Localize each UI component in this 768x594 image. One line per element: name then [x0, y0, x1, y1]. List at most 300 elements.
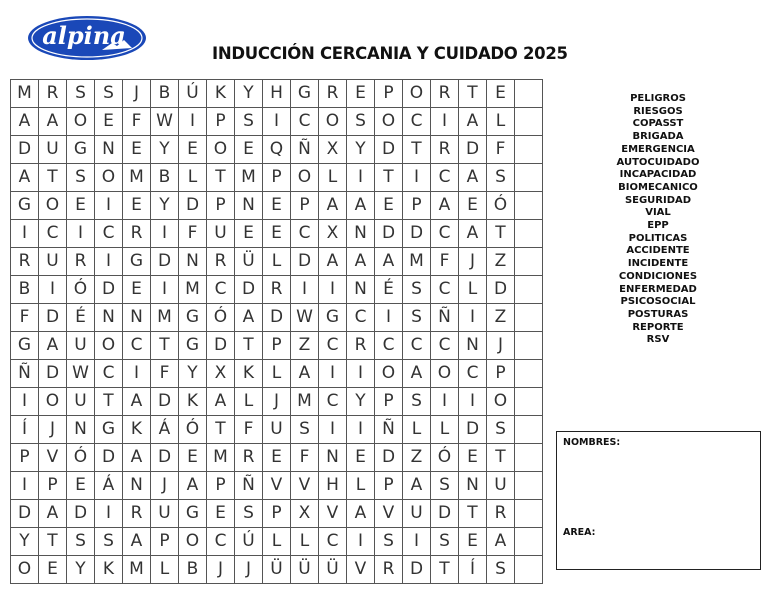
- grid-cell: I: [11, 472, 39, 500]
- grid-cell: P: [487, 360, 515, 388]
- grid-cell: E: [263, 192, 291, 220]
- grid-cell: X: [319, 220, 347, 248]
- grid-cell: U: [39, 136, 67, 164]
- grid-cell: P: [291, 192, 319, 220]
- grid-cell: Á: [151, 416, 179, 444]
- grid-cell: J: [151, 472, 179, 500]
- grid-cell: A: [39, 332, 67, 360]
- grid-cell: L: [431, 416, 459, 444]
- grid-cell: N: [459, 332, 487, 360]
- grid-cell: I: [347, 360, 375, 388]
- grid-cell: G: [123, 248, 151, 276]
- grid-cell: [515, 388, 543, 416]
- grid-cell: T: [235, 332, 263, 360]
- grid-cell: É: [67, 304, 95, 332]
- grid-cell: D: [207, 332, 235, 360]
- word-list-item: SEGURIDAD: [624, 194, 692, 206]
- grid-cell: I: [11, 388, 39, 416]
- grid-cell: T: [95, 388, 123, 416]
- grid-cell: R: [431, 80, 459, 108]
- word-list-item: REPORTE: [632, 321, 684, 333]
- grid-cell: C: [319, 332, 347, 360]
- grid-cell: Y: [11, 528, 39, 556]
- grid-cell: F: [123, 108, 151, 136]
- grid-cell: T: [207, 416, 235, 444]
- grid-cell: A: [207, 388, 235, 416]
- grid-cell: N: [67, 416, 95, 444]
- grid-cell: W: [151, 108, 179, 136]
- grid-cell: A: [347, 192, 375, 220]
- grid-cell: [515, 304, 543, 332]
- grid-cell: O: [11, 556, 39, 584]
- grid-cell: S: [95, 80, 123, 108]
- grid-cell: E: [235, 220, 263, 248]
- grid-cell: [515, 360, 543, 388]
- grid-cell: E: [179, 136, 207, 164]
- grid-cell: E: [39, 556, 67, 584]
- grid-cell: H: [319, 472, 347, 500]
- grid-cell: Ñ: [291, 136, 319, 164]
- grid-cell: A: [375, 248, 403, 276]
- grid-cell: C: [431, 220, 459, 248]
- grid-cell: E: [123, 136, 151, 164]
- grid-cell: Ó: [207, 304, 235, 332]
- grid-cell: Y: [151, 136, 179, 164]
- grid-cell: M: [11, 80, 39, 108]
- grid-cell: [515, 164, 543, 192]
- name-area-box: [556, 431, 761, 570]
- grid-cell: Z: [291, 332, 319, 360]
- grid-cell: D: [11, 136, 39, 164]
- grid-cell: Z: [487, 248, 515, 276]
- grid-cell: J: [487, 332, 515, 360]
- grid-cell: O: [403, 80, 431, 108]
- grid-cell: A: [39, 500, 67, 528]
- grid-cell: W: [291, 304, 319, 332]
- grid-cell: Ñ: [235, 472, 263, 500]
- grid-cell: A: [319, 248, 347, 276]
- grid-cell: L: [179, 164, 207, 192]
- grid-cell: S: [431, 472, 459, 500]
- grid-cell: S: [347, 108, 375, 136]
- grid-cell: R: [263, 276, 291, 304]
- grid-cell: Ó: [67, 276, 95, 304]
- grid-cell: Ó: [487, 192, 515, 220]
- grid-cell: P: [11, 444, 39, 472]
- grid-cell: P: [39, 472, 67, 500]
- logo-wordmark: alpina: [42, 21, 126, 50]
- grid-cell: D: [235, 276, 263, 304]
- grid-cell: J: [263, 388, 291, 416]
- grid-cell: E: [123, 192, 151, 220]
- grid-cell: [515, 220, 543, 248]
- word-list-item: CONDICIONES: [618, 270, 698, 282]
- grid-cell: C: [39, 220, 67, 248]
- grid-cell: I: [319, 360, 347, 388]
- grid-cell: R: [431, 136, 459, 164]
- grid-cell: S: [67, 80, 95, 108]
- grid-cell: P: [375, 388, 403, 416]
- grid-cell: Q: [263, 136, 291, 164]
- grid-cell: D: [431, 500, 459, 528]
- grid-cell: I: [403, 164, 431, 192]
- grid-cell: L: [459, 276, 487, 304]
- grid-cell: I: [347, 416, 375, 444]
- grid-cell: O: [487, 388, 515, 416]
- grid-cell: I: [459, 388, 487, 416]
- grid-cell: O: [179, 528, 207, 556]
- grid-cell: A: [179, 472, 207, 500]
- grid-cell: I: [67, 220, 95, 248]
- grid-cell: E: [67, 472, 95, 500]
- grid-cell: U: [67, 388, 95, 416]
- word-list-item: BRIGADA: [632, 131, 684, 143]
- grid-cell: D: [179, 192, 207, 220]
- grid-cell: D: [459, 136, 487, 164]
- grid-cell: M: [403, 248, 431, 276]
- grid-cell: N: [95, 304, 123, 332]
- grid-cell: K: [207, 80, 235, 108]
- grid-cell: O: [39, 388, 67, 416]
- word-list-item: VIAL: [645, 207, 671, 219]
- grid-cell: O: [291, 164, 319, 192]
- grid-cell: S: [95, 528, 123, 556]
- grid-cell: W: [67, 360, 95, 388]
- word-list-item: POSTURAS: [627, 308, 689, 320]
- grid-cell: A: [39, 108, 67, 136]
- grid-cell: T: [487, 220, 515, 248]
- grid-cell: K: [123, 416, 151, 444]
- grid-cell: N: [179, 248, 207, 276]
- grid-cell: A: [291, 360, 319, 388]
- word-list-item: BIOMECANICO: [618, 181, 698, 193]
- grid-cell: N: [235, 192, 263, 220]
- grid-cell: Ñ: [11, 360, 39, 388]
- area-label: AREA:: [563, 527, 596, 538]
- grid-cell: S: [403, 276, 431, 304]
- grid-cell: S: [487, 556, 515, 584]
- grid-cell: C: [291, 108, 319, 136]
- grid-cell: T: [487, 444, 515, 472]
- grid-cell: A: [487, 528, 515, 556]
- grid-cell: R: [123, 220, 151, 248]
- grid-cell: T: [459, 500, 487, 528]
- grid-cell: S: [375, 528, 403, 556]
- grid-cell: A: [431, 192, 459, 220]
- grid-cell: O: [431, 360, 459, 388]
- grid-cell: C: [375, 332, 403, 360]
- grid-cell: D: [375, 444, 403, 472]
- grid-cell: A: [235, 304, 263, 332]
- grid-cell: L: [487, 108, 515, 136]
- word-list-item: POLITICAS: [628, 232, 688, 244]
- grid-cell: T: [459, 80, 487, 108]
- grid-cell: C: [207, 276, 235, 304]
- grid-cell: D: [375, 220, 403, 248]
- grid-cell: A: [403, 360, 431, 388]
- word-list-item: ACCIDENTE: [626, 245, 690, 257]
- grid-cell: P: [151, 528, 179, 556]
- grid-cell: N: [347, 220, 375, 248]
- grid-cell: B: [179, 556, 207, 584]
- grid-cell: K: [179, 388, 207, 416]
- grid-cell: P: [403, 192, 431, 220]
- grid-cell: G: [11, 192, 39, 220]
- grid-cell: O: [95, 332, 123, 360]
- grid-cell: V: [375, 500, 403, 528]
- grid-cell: Ó: [179, 416, 207, 444]
- grid-cell: X: [291, 500, 319, 528]
- grid-cell: B: [151, 80, 179, 108]
- grid-cell: L: [263, 248, 291, 276]
- grid-cell: S: [67, 164, 95, 192]
- grid-cell: [515, 108, 543, 136]
- grid-cell: S: [235, 108, 263, 136]
- grid-cell: G: [291, 80, 319, 108]
- grid-cell: C: [403, 108, 431, 136]
- grid-cell: B: [151, 164, 179, 192]
- grid-cell: H: [263, 80, 291, 108]
- grid-cell: I: [431, 108, 459, 136]
- grid-cell: [515, 192, 543, 220]
- grid-cell: K: [235, 360, 263, 388]
- grid-cell: U: [151, 500, 179, 528]
- grid-cell: I: [123, 360, 151, 388]
- grid-cell: E: [235, 136, 263, 164]
- grid-cell: M: [291, 388, 319, 416]
- grid-cell: I: [319, 276, 347, 304]
- grid-cell: B: [11, 276, 39, 304]
- grid-cell: P: [375, 472, 403, 500]
- grid-cell: D: [95, 444, 123, 472]
- grid-cell: J: [459, 248, 487, 276]
- grid-cell: D: [487, 276, 515, 304]
- grid-cell: N: [123, 304, 151, 332]
- grid-cell: F: [11, 304, 39, 332]
- grid-cell: G: [11, 332, 39, 360]
- grid-cell: I: [11, 220, 39, 248]
- grid-cell: G: [179, 304, 207, 332]
- grid-cell: A: [11, 108, 39, 136]
- word-list-item: RSV: [646, 334, 670, 343]
- grid-cell: L: [319, 164, 347, 192]
- grid-cell: P: [263, 164, 291, 192]
- grid-cell: O: [375, 108, 403, 136]
- grid-cell: A: [11, 164, 39, 192]
- grid-cell: X: [207, 360, 235, 388]
- grid-cell: E: [123, 276, 151, 304]
- grid-cell: I: [347, 164, 375, 192]
- grid-cell: R: [39, 80, 67, 108]
- grid-cell: L: [263, 360, 291, 388]
- word-list-item: RIESGOS: [633, 105, 683, 117]
- grid-cell: D: [375, 136, 403, 164]
- grid-cell: J: [235, 556, 263, 584]
- grid-cell: C: [207, 528, 235, 556]
- grid-cell: F: [151, 360, 179, 388]
- grid-cell: D: [263, 304, 291, 332]
- grid-cell: I: [431, 388, 459, 416]
- grid-cell: D: [291, 248, 319, 276]
- grid-cell: [515, 500, 543, 528]
- grid-cell: L: [291, 528, 319, 556]
- grid-cell: F: [235, 416, 263, 444]
- grid-cell: S: [487, 164, 515, 192]
- grid-cell: E: [459, 528, 487, 556]
- word-list-item: PSICOSOCIAL: [620, 296, 696, 308]
- grid-cell: I: [95, 192, 123, 220]
- grid-cell: A: [459, 108, 487, 136]
- grid-cell: R: [67, 248, 95, 276]
- grid-cell: Ñ: [375, 416, 403, 444]
- grid-cell: M: [179, 276, 207, 304]
- grid-cell: Ñ: [431, 304, 459, 332]
- grid-cell: O: [95, 164, 123, 192]
- grid-cell: A: [459, 164, 487, 192]
- grid-cell: E: [67, 192, 95, 220]
- grid-cell: E: [95, 108, 123, 136]
- grid-cell: M: [235, 164, 263, 192]
- grid-cell: E: [207, 500, 235, 528]
- grid-cell: D: [95, 276, 123, 304]
- grid-cell: M: [207, 444, 235, 472]
- nombres-label: NOMBRES:: [563, 437, 621, 448]
- grid-cell: T: [403, 136, 431, 164]
- grid-cell: [515, 472, 543, 500]
- grid-cell: T: [431, 556, 459, 584]
- grid-cell: V: [319, 500, 347, 528]
- grid-cell: Z: [403, 444, 431, 472]
- alpina-logo-mark: [26, 14, 148, 62]
- grid-cell: N: [319, 444, 347, 472]
- word-list-item: ENFERMEDAD: [619, 283, 697, 295]
- page-title: INDUCCIÓN CERCANIA Y CUIDADO 2025: [212, 44, 568, 63]
- grid-cell: N: [123, 472, 151, 500]
- grid-cell: V: [39, 444, 67, 472]
- grid-cell: N: [459, 472, 487, 500]
- grid-cell: L: [151, 556, 179, 584]
- grid-cell: I: [347, 528, 375, 556]
- grid-cell: G: [179, 500, 207, 528]
- grid-cell: [515, 80, 543, 108]
- grid-cell: G: [319, 304, 347, 332]
- grid-cell: C: [291, 220, 319, 248]
- word-list-item: EPP: [647, 220, 669, 232]
- grid-cell: U: [207, 220, 235, 248]
- grid-cell: E: [263, 444, 291, 472]
- grid-cell: R: [235, 444, 263, 472]
- grid-cell: Ü: [319, 556, 347, 584]
- grid-cell: I: [375, 304, 403, 332]
- grid-cell: I: [95, 500, 123, 528]
- grid-cell: N: [95, 136, 123, 164]
- grid-cell: R: [123, 500, 151, 528]
- grid-cell: C: [95, 360, 123, 388]
- grid-cell: D: [39, 360, 67, 388]
- grid-cell: A: [123, 528, 151, 556]
- grid-cell: [515, 136, 543, 164]
- grid-cell: G: [179, 332, 207, 360]
- grid-cell: E: [347, 444, 375, 472]
- word-list-item: COPASST: [632, 118, 684, 130]
- grid-cell: Ó: [431, 444, 459, 472]
- grid-cell: C: [319, 388, 347, 416]
- grid-cell: U: [403, 500, 431, 528]
- grid-cell: D: [67, 500, 95, 528]
- grid-cell: A: [123, 388, 151, 416]
- grid-cell: D: [151, 248, 179, 276]
- grid-cell: L: [263, 528, 291, 556]
- grid-cell: [515, 416, 543, 444]
- grid-cell: X: [319, 136, 347, 164]
- grid-cell: Y: [151, 192, 179, 220]
- grid-cell: G: [95, 416, 123, 444]
- grid-cell: O: [39, 192, 67, 220]
- grid-cell: D: [459, 416, 487, 444]
- grid-cell: A: [319, 192, 347, 220]
- grid-cell: A: [459, 220, 487, 248]
- grid-cell: O: [207, 136, 235, 164]
- grid-cell: O: [67, 108, 95, 136]
- grid-cell: E: [347, 80, 375, 108]
- grid-cell: M: [123, 164, 151, 192]
- grid-cell: P: [263, 332, 291, 360]
- grid-cell: T: [151, 332, 179, 360]
- grid-cell: D: [11, 500, 39, 528]
- grid-cell: [515, 332, 543, 360]
- grid-cell: P: [375, 80, 403, 108]
- grid-cell: D: [39, 304, 67, 332]
- grid-cell: Í: [11, 416, 39, 444]
- grid-cell: J: [39, 416, 67, 444]
- grid-cell: C: [431, 164, 459, 192]
- grid-cell: P: [207, 108, 235, 136]
- grid-cell: R: [207, 248, 235, 276]
- grid-cell: U: [39, 248, 67, 276]
- word-list-item: EMERGENCIA: [621, 143, 695, 155]
- grid-cell: [515, 444, 543, 472]
- grid-cell: I: [151, 220, 179, 248]
- grid-cell: Y: [347, 388, 375, 416]
- grid-cell: R: [319, 80, 347, 108]
- grid-cell: Í: [459, 556, 487, 584]
- grid-cell: I: [459, 304, 487, 332]
- grid-cell: D: [403, 556, 431, 584]
- grid-cell: S: [67, 528, 95, 556]
- grid-cell: S: [235, 500, 263, 528]
- grid-cell: J: [123, 80, 151, 108]
- grid-cell: [515, 556, 543, 584]
- grid-cell: A: [347, 248, 375, 276]
- grid-cell: Y: [347, 136, 375, 164]
- grid-cell: R: [375, 556, 403, 584]
- grid-cell: V: [347, 556, 375, 584]
- grid-cell: A: [403, 472, 431, 500]
- grid-cell: I: [403, 528, 431, 556]
- grid-cell: L: [347, 472, 375, 500]
- grid-cell: F: [487, 136, 515, 164]
- grid-cell: O: [375, 360, 403, 388]
- grid-cell: M: [151, 304, 179, 332]
- grid-cell: A: [347, 500, 375, 528]
- grid-cell: E: [263, 220, 291, 248]
- grid-cell: N: [347, 276, 375, 304]
- grid-cell: P: [207, 192, 235, 220]
- grid-cell: I: [39, 276, 67, 304]
- grid-cell: C: [431, 276, 459, 304]
- grid-cell: C: [431, 332, 459, 360]
- grid-cell: E: [459, 444, 487, 472]
